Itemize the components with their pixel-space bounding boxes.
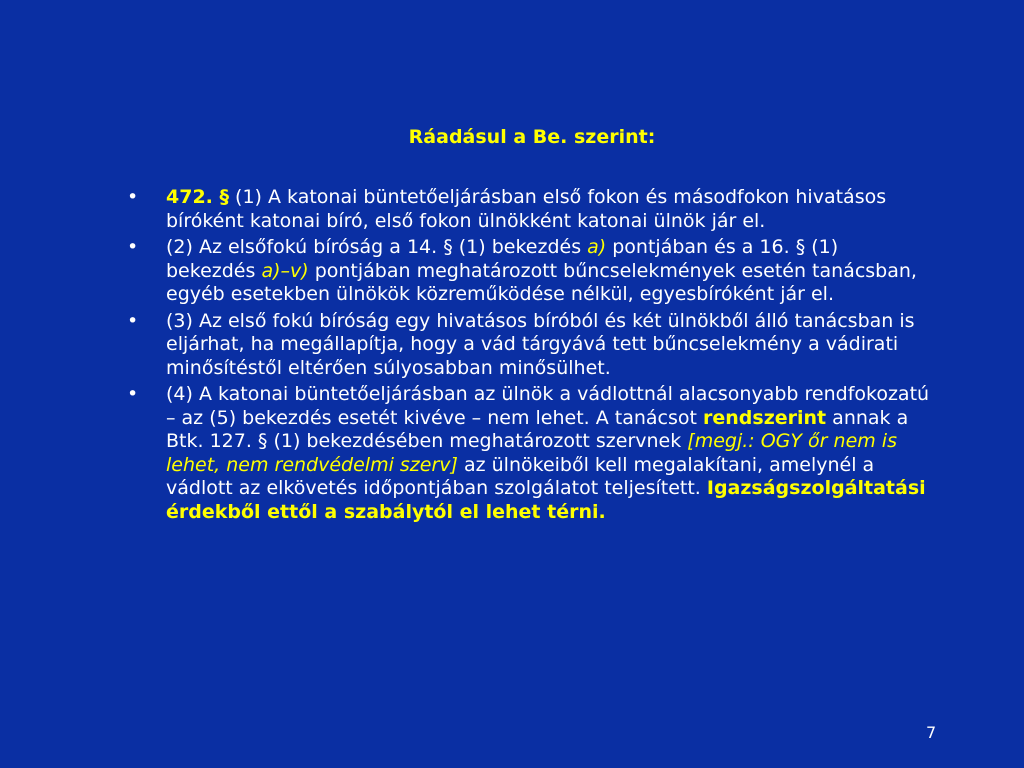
paragraph-text: (1) A katonai büntetőeljárásban első fokon és másodfokon hivatásos bíróként katonai bíró, első fokon ülnökként katonai ülnök jár el.: [166, 186, 887, 232]
paragraph-text: (2) Az elsőfokú bíróság a 14. § (1) bekezdés: [166, 236, 588, 258]
bullet-marker: •: [127, 186, 139, 208]
emphasis-text: Igazságszolgáltatási érdekből ettől a szabálytól el lehet térni.: [166, 477, 926, 523]
paragraph-text: (3) Az első fokú bíróság egy hivatásos bíróból és két ülnökből álló tanácsban is eljárhat, ha megállapítja, hogy a vád tárgyává tett bűncselekmény a vádirati minősítéstől eltérően súlyosabban minősülhet.: [166, 309, 915, 379]
paragraph-text: annak a Btk. 127. § (1) bekezdésében meghatározott szervnek: [166, 406, 909, 452]
emphasis-text: rendszerint: [703, 406, 827, 429]
point-ref: a)–v): [261, 259, 309, 282]
bullet-marker: •: [127, 236, 139, 258]
paragraph-text: az ülnökeiből kell megalakítani, amelynél a vádlott az elkövetés időpontjában szolgálatot teljesített.: [166, 453, 875, 499]
paragraph-text: (4) A katonai büntetőeljárásban az ülnök a vádlottnál alacsonyabb rendfokozatú – az (5) bekezdés esetét kivéve – nem lehet. A tanácsot: [166, 383, 930, 429]
bullet-marker: •: [127, 383, 139, 405]
paragraph-text: pontjában és a 16. § (1) bekezdés: [166, 236, 839, 282]
annotation-note: [megj.: OGY őr nem is lehet, nem rendvédelmi szerv]: [166, 430, 897, 476]
slide-title: Ráadásul a Be. szerint:: [408, 126, 656, 148]
bullet-item-1: [127, 186, 932, 233]
bullet-list: [127, 186, 932, 527]
page-number: 7: [926, 723, 937, 742]
point-ref: a): [587, 236, 607, 258]
bullet-item-4: [127, 383, 932, 524]
section-ref: 472. §: [166, 186, 229, 208]
bullet-item-3: [127, 310, 932, 381]
bullet-item-2: [127, 236, 932, 307]
paragraph-text: pontjában meghatározott bűncselekmények esetén tanácsban, egyéb esetekben ülnökök közreműködése nélkül, egyesbíróként jár el.: [166, 259, 917, 305]
bullet-marker: •: [127, 309, 139, 332]
